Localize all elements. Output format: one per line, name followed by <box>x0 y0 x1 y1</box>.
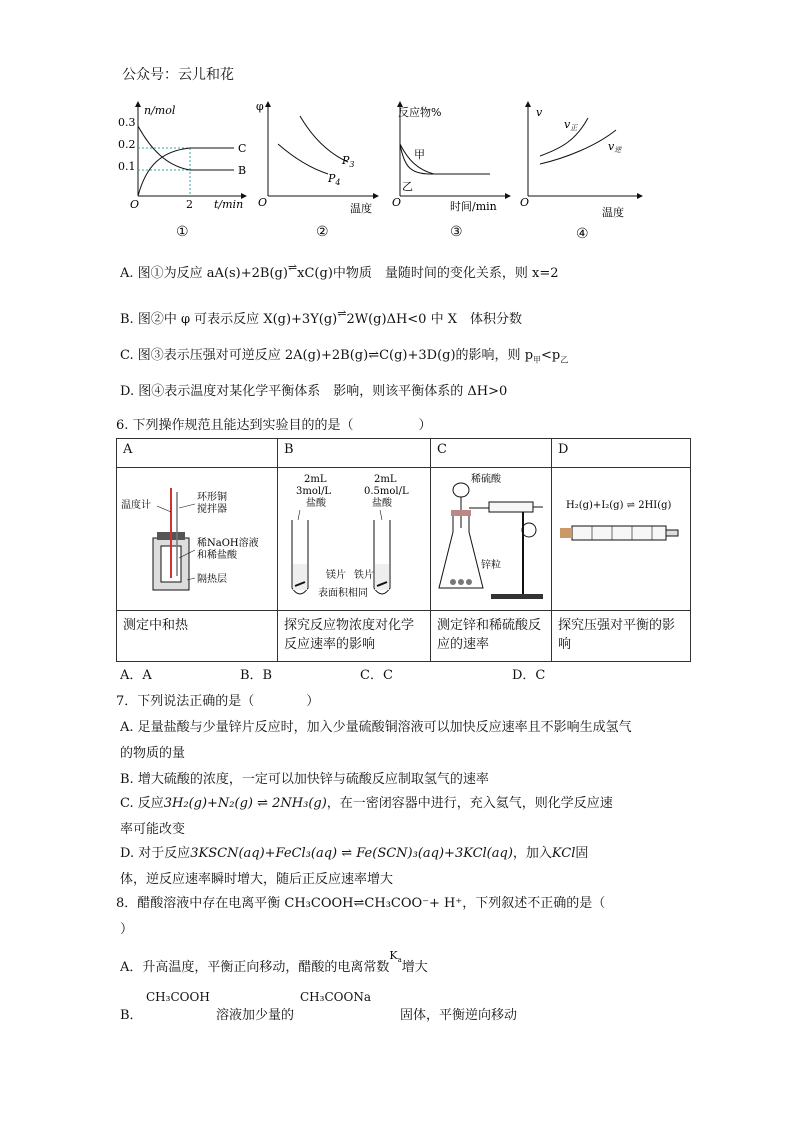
header-a: A <box>117 439 278 468</box>
tick-01: 0.1 <box>118 160 136 173</box>
header-d: D <box>552 439 691 468</box>
question-7-stem: 7．下列说法正确的是（ ） <box>116 694 320 709</box>
svg-text:盐酸: 盐酸 <box>372 498 392 509</box>
svg-text:2mL: 2mL <box>304 474 327 485</box>
answer-b: B．B <box>240 668 273 683</box>
svg-text:镁片: 镁片 <box>326 570 346 581</box>
equilibrium-arrow: ⇌ <box>287 261 298 274</box>
stopper <box>451 510 471 516</box>
origin: O <box>258 196 268 209</box>
origin: O <box>520 196 530 209</box>
syringe-diagram <box>552 468 690 606</box>
watermark: 公众号：云儿和花 <box>122 67 234 83</box>
answer-c: C．C <box>360 668 393 683</box>
svg-text:和稀盐酸: 和稀盐酸 <box>197 550 237 561</box>
y-label: φ <box>256 100 264 113</box>
label-p3: $P_3$ <box>342 154 355 169</box>
apparatus-a <box>117 468 278 611</box>
svg-text:锌粒: 锌粒 <box>481 560 501 571</box>
stand-base <box>491 594 543 599</box>
svg-text:2mL: 2mL <box>374 474 397 485</box>
formula: 3H₂(g)+N₂(g) ⇌ 2NH₃(g) <box>163 796 327 811</box>
option-8a: A．升高温度，平衡正向移动，醋酸的电离常数$^{K_a}$增大 <box>120 949 428 975</box>
option-7d-line1: D. 对于反应3KSCN(aq)+FeCl₃(aq) ⇌ Fe(SCN)₃(aq)+3KCl(aq)，加入KCl固 <box>120 846 589 861</box>
option-7b: B. 增大硫酸的浓度，一定可以加快锌与硫酸反应制取氢气的速率 <box>120 772 489 787</box>
graph-1 <box>116 96 256 226</box>
equilibrium-arrow: ⇌ <box>353 896 365 911</box>
option-5d: D. 图④表示温度对某化学平衡体系 影响，则该平衡体系的 ΔH>0 <box>120 384 508 399</box>
apparatus-b <box>278 468 431 611</box>
x-label: 时间/min <box>450 200 497 213</box>
stopper <box>560 528 572 538</box>
svg-text:隔热层: 隔热层 <box>197 574 227 585</box>
label-yi: 乙 <box>402 180 413 193</box>
origin: O <box>392 196 402 209</box>
label-v-zheng: v正 <box>564 118 578 132</box>
caption-c: 测定锌和稀硫酸反应的速率 <box>431 611 552 662</box>
graph-2-caption: ② <box>316 224 329 240</box>
origin: O <box>130 198 140 211</box>
formula: 3KSCN(aq)+FeCl₃(aq) ⇌ Fe(SCN)₃(aq)+3KCl(aq) <box>190 846 513 861</box>
graph-1-caption: ① <box>176 224 189 240</box>
question-8-close: ） <box>120 922 134 937</box>
y-label: 反应物% <box>398 106 442 119</box>
y-label: n/mol <box>144 104 176 117</box>
formula-ch3coona: CH₃COONa <box>300 990 371 1004</box>
option-5b: B. 图②中 φ 可表示反应 X(g)+3Y(g)⇌2W(g)ΔH<0 中 X 体积分数 <box>120 307 522 327</box>
x-label: t/min <box>214 198 244 211</box>
header-b: B <box>278 439 431 468</box>
answer-d: D．C <box>512 668 546 683</box>
graph-4-caption: ④ <box>576 226 589 242</box>
label-v-ni: v逆 <box>608 140 622 154</box>
apparatus-c <box>431 468 552 611</box>
flask-diagram <box>431 468 551 606</box>
option-7a-line2: 的物质的量 <box>120 746 186 761</box>
label-c: C <box>238 142 247 155</box>
label-jia: 甲 <box>414 148 425 161</box>
tick-02: 0.2 <box>118 138 136 151</box>
gas-syringe <box>489 502 533 512</box>
question-6-stem: 6. 下列操作规范且能达到实验目的的是（ ） <box>116 418 432 433</box>
experiment-table <box>116 438 691 662</box>
option-7c-line1: C. 反应3H₂(g)+N₂(g) ⇌ 2NH₃(g)，在一密闭容器中进行，充入氦气，则化学反应速 <box>120 796 613 811</box>
graph-3-caption: ③ <box>450 224 463 240</box>
curve-p3 <box>300 116 348 162</box>
plunger <box>666 530 678 536</box>
question-8-stem: 8．醋酸溶液中存在电离平衡 CH₃COOH⇌CH₃COO⁻+ H⁺，下列叙述不正确的是（ <box>116 896 606 911</box>
ka-symbol: Ka <box>389 949 402 965</box>
svg-text:稀硫酸: 稀硫酸 <box>471 474 501 485</box>
option-7c-line2: 率可能改变 <box>120 822 186 837</box>
calorimeter-diagram <box>117 468 277 606</box>
svg-text:铁片: 铁片 <box>354 570 374 581</box>
curve-v-ni <box>540 130 616 164</box>
graph-4 <box>516 96 646 226</box>
svg-text:稀NaOH溶液: 稀NaOH溶液 <box>197 538 259 549</box>
stopwatch-icon <box>522 523 536 537</box>
svg-text:温度计: 温度计 <box>121 500 151 511</box>
label-b: B <box>238 164 247 177</box>
svg-text:环形铜: 环形铜 <box>197 492 227 503</box>
formula-ch3cooh: CH₃COOH <box>146 990 210 1004</box>
svg-text:3mol/L: 3mol/L <box>296 486 332 497</box>
apparatus-d <box>552 468 691 611</box>
tick-t2: 2 <box>186 198 193 211</box>
test-tubes-diagram <box>278 468 430 606</box>
x-label: 温度 <box>602 206 624 219</box>
header-c: C <box>431 439 552 468</box>
graph-2 <box>252 96 382 221</box>
option-8b-text1: 溶液加少量的 <box>216 1008 295 1023</box>
option-8b-text2: 固体，平衡逆向移动 <box>400 1008 518 1023</box>
graph-3 <box>390 96 515 221</box>
option-7d-line2: 体，逆反应速率瞬时增大，随后正反应速率增大 <box>120 872 394 887</box>
option-5c: C. 图③表示压强对可逆反应 2A(g)+2B(g)⇌C(g)+3D(g)的影响，则 $p_甲<p_乙$ <box>120 348 569 365</box>
tick-03: 0.3 <box>118 116 136 129</box>
caption-a: 测定中和热 <box>117 611 278 662</box>
svg-text:0.5mol/L: 0.5mol/L <box>364 486 409 497</box>
option-5a: A. 图①为反应 aA(s)+2B(g)⇌xC(g)中物质 量随时间的变化关系，则 x=2 <box>120 261 559 281</box>
dropping-funnel <box>453 483 469 497</box>
svg-text:H₂(g)+I₂(g) ⇌ 2HI(g): H₂(g)+I₂(g) ⇌ 2HI(g) <box>566 500 672 511</box>
svg-text:盐酸: 盐酸 <box>306 498 326 509</box>
option-7a-line1: A. 足量盐酸与少量锌片反应时，加入少量硫酸铜溶液可以加快反应速率且不影响生成氢气 <box>120 720 632 735</box>
answer-a: A．A <box>120 668 152 683</box>
curve-c <box>138 148 234 196</box>
x-label: 温度 <box>350 202 372 215</box>
caption-b: 探究反应物浓度对化学反应速率的影响 <box>278 611 431 662</box>
y-label: v <box>536 106 543 119</box>
equilibrium-arrow: ⇌ <box>337 307 347 320</box>
option-8b-label: B． <box>120 1008 143 1023</box>
equilibrium-arrow: ⇌ <box>368 348 380 363</box>
svg-text:搅拌器: 搅拌器 <box>197 504 227 515</box>
label-p4: $P_4$ <box>328 172 341 187</box>
caption-d: 探究压强对平衡的影响 <box>552 611 691 662</box>
svg-text:表面积相同: 表面积相同 <box>318 588 368 599</box>
curve-p4 <box>278 144 328 174</box>
